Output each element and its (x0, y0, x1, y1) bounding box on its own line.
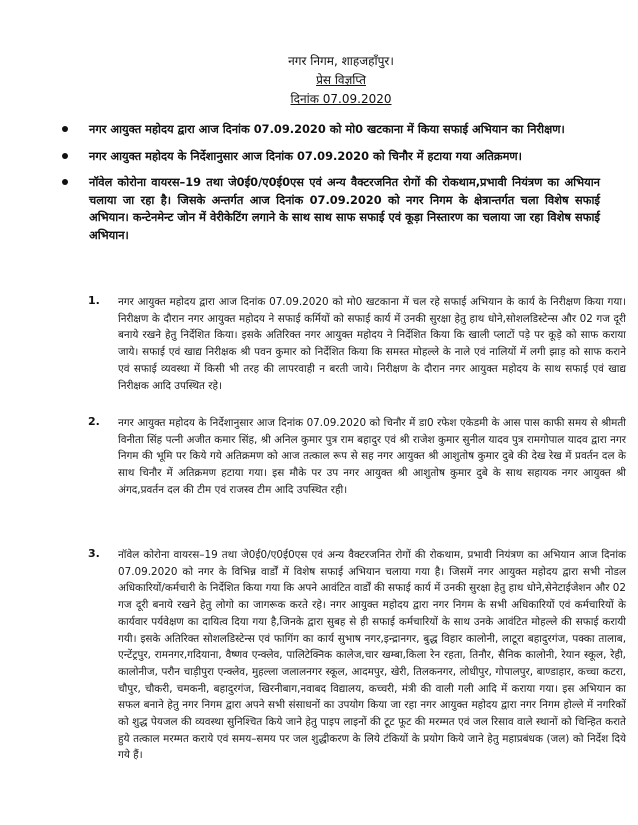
highlight-item (60, 121, 600, 139)
date-line: दिनांक 07.09.2020 (290, 92, 392, 106)
highlights-list (60, 121, 600, 253)
paragraph-text: नगर आयुक्त महोदय के निर्देशानुसार आज दिनांक 07.09.2020 को चिनौर में डा0 रफेश एकेडमी के आस पास काफी समय से श्रीमती विनीता सिंह पत्नी अजीत कमार सिंह, श्री अनिल कुमार पुत्र राम बहादुर एवं श्री राजेश कुमार सुनील यादव पुत्र रामगोपाल यादव द्वारा नगर निगम की भूमि पर किये गये अतिक्रमण को आज तत्काल रूप से सह नगर आयुक्त श्री आशुतोष कुमार दुबे की देख रेख में प्रवर्तन दल के साथ चिनौर में अतिक्रमण हटाया गया। इस मौके पर उप नगर आयुक्त श्री आशुतोष कुमार दुबे के साथ सहायक नगर आयुक्त श्री अंगद,प्रवर्तन दल की टीम एवं राजस्व टीम आदि उपस्थित रही। (118, 417, 626, 496)
highlight-text: नगर आयुक्त महोदय द्वारा आज दिनांक 07.09.2020 को मो0 खटकाना में किया सफाई अभियान का निरीक्षण। (89, 122, 565, 136)
highlight-item (60, 148, 600, 166)
bullet-icon (62, 179, 68, 185)
bullet-icon (62, 153, 68, 159)
bullet-icon (62, 126, 68, 132)
highlight-text: नगर आयुक्त महोदय के निर्देशानुसार आज दिनांक 07.09.2020 को चिनौर में हटाया गया अतिक्रमण। (89, 148, 522, 163)
highlight-text: नॉवेल कोरोना वायरस–19 तथा जे0ई0/ए0ई0एस एवं अन्य वैक्टरजनित रोगों की रोकथाम,प्रभावी नियंत्रण का अभियान चलाया जा रहा है। जिसके अन्तर्गत आज दिनांक 07.09.2020 को नगर निगम के क्षेत्रान्तर्गत चला विशेष सफाई अभियान। कन्टेनमेन्ट जोन में वेरीकेटिंग लगाने के साथ साथ साफ सफाई एवं कूड़ा निस्तारण का चलाया जा रहा विशेष सफाई अभियान। (89, 175, 600, 242)
paragraph-text: नगर आयुक्त महोदय द्वारा आज दिनांक 07.09.2020 को मो0 खटकाना में चल रहे सफाई अभियान के कार्य के निरीक्षण किया गया। निरीक्षण के दौरान नगर आयुक्त महोदय ने सफाई कर्मियों को सफाई कार्य में उनकी सुरक्षा हेतु हाथ धोने,सोशलडिस्टेन्स और 02 गज दूरी बनाये रखने हेतु निर्देशित किया। इसके अतिरिक्त नगर आयुक्त महोदय ने निर्देशित किया कि खाली प्लाटों पड़े पर कूड़े को साफ कराया जाये। सफाई एवं खाद्य निरीक्षक श्री पवन कुमार को निर्देशित किया कि समस्त मोहल्ले के नाले एवं नालियों में लगी झाड़ को साफ कराने एवं सफाई व्यवस्था में किसी भी तरह की लापरवाही न बरती जाये। निरीक्षण के दौरान नगर आयुक्त महोदय के साथ सफाई एवं खाद्य निरीक्षक आदि उपस्थित रहे। (118, 296, 626, 392)
office-name: नगर निगम, शाहजहाँपुर। (288, 54, 394, 68)
paragraph-number: 3. (88, 547, 100, 560)
press-release-title: प्रेस विज्ञप्ति (316, 73, 366, 87)
paragraph-number: 2. (88, 415, 100, 428)
paragraph-number: 1. (88, 294, 100, 307)
highlight-item (60, 174, 600, 244)
paragraph-text: नॉवेल कोरोना वायरस–19 तथा जे0ई0/ए0ई0एस एवं अन्य वैक्टरजनित रोगों की रोकथाम, प्रभावी नियंत्रण का अभियान आज दिनांक 07.09.2020 को नगर के विभिन्न वार्डों में विशेष सफाई अभियान चलाया गया है। जिसमें नगर आयुक्त महोदय द्वारा सभी नोडल अधिकारियों/कर्मचारी के निर्देशित किया गया कि अपने आवंटित वार्डों की सफाई कार्य में उनकी सुरक्षा हेतु हाथ धोने,सेनेटाईजेशन और 02 गज दूरी बनाये रखने हेतु लोगो का जागरूक करते रहे। नगर आयुक्त महोदय द्वारा नगर निगम के सभी अधिकारियों एवं कर्मचारियों के कार्यवार पर्यवेक्षण का दायित्व दिया गया है,जिनके द्वारा सुबह से ही सफाई कर्मचारियों के साथ उनके आवंटित मोहल्ले की सफाई करायी गयी। इसके अतिरिक्त सोशलडिस्टेन्स एवं फागिंग का कार्य सुभाष नगर,इन्द्रानगर, बुद्ध विहार कालोनी, लाटूरा बहादुरगंज, पक्का तालाब, एन्टेंट्रपुर, रामनगर,गदियाना, वैष्णव एन्क्लेव, पालिटेक्निक कालेज,चार खम्बा,किला रेन रहता, तिनौर, सैनिक कालोनी, रेयान स्कूल, रेही, कालोनीज, परौन चाड़ीपुरा एन्क्लेव, मुहल्ला जलालनगर स्कूल, आदमपुर, खेरी, तिलकनगर, लोधीपुर, गोपालपुर, बाण्डाहार, कच्चा कटरा, चौपुर, चौकरी, चमकनी, बहादुरगंज, खिरनीबाग,नवाबद विद्यालय, कच्चरी, मंत्री की वाली गली आदि में कराया गया। इस अभियान का सफल बनाने हेतु नगर निगम द्वारा अपने सभी संसाधनों का उपयोग किया जा रहा नगर आयुक्त महोदय द्वारा नगर निगम होल्ले में नगरिकों को शुद्ध पेयजल की व्यवस्था सुनिश्चित किये जाने हेतु पाइप लाइनों की टूट फूट की मरम्मत एवं जल रिसाव वाले स्थानों को चिन्हित कराते हुये तत्काल मरम्मत कराये एवं समय–समय पर जल शुद्धीकरण के लिये टंकियों के प्रयोग किये जाने हेतु महाप्रबंधक (जल) को निर्देश दिये गये हैं। (118, 549, 626, 762)
